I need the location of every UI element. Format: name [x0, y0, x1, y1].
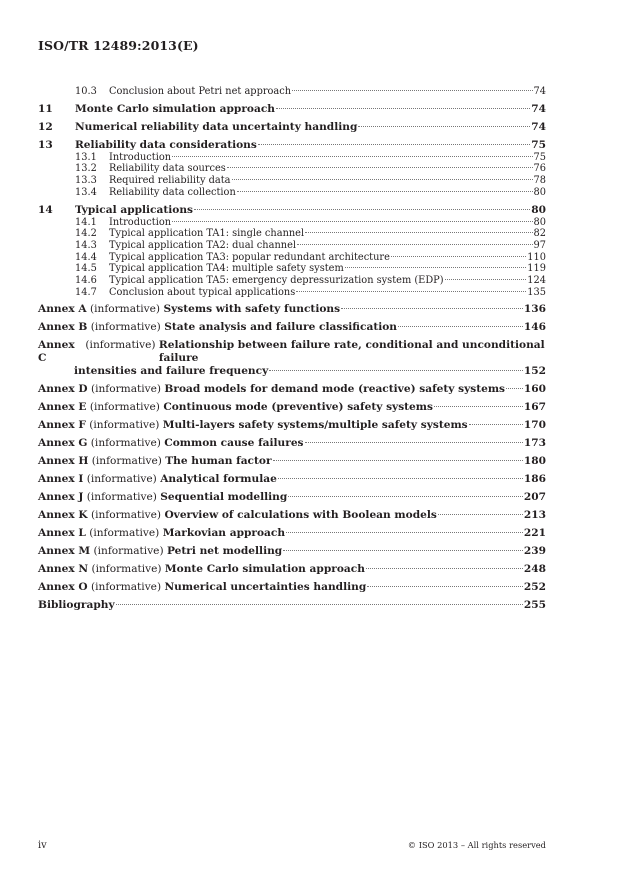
dot-leader [434, 406, 523, 407]
toc-entry-number: 13.1 [75, 151, 97, 163]
annex-page: 160 [523, 383, 546, 396]
toc-entry-14-7[interactable] [38, 287, 546, 299]
toc-annex-h[interactable] [38, 455, 546, 468]
toc-annex-l[interactable] [38, 527, 546, 540]
annex-type: (informative) [93, 545, 164, 558]
toc-entry-page: 76 [533, 163, 546, 175]
dot-leader [227, 167, 533, 168]
dot-leader [391, 256, 526, 257]
annex-label: Annex M [38, 545, 91, 558]
toc-annex-f[interactable] [38, 419, 546, 432]
toc-section-11[interactable] [38, 103, 546, 116]
annex-type: (informative) [91, 563, 162, 576]
dot-leader [305, 232, 532, 233]
toc-section-number: 11 [38, 102, 53, 115]
toc-section-title: Monte Carlo simulation approach [75, 102, 275, 115]
dot-leader [237, 191, 533, 192]
annex-page: 152 [523, 365, 546, 378]
dot-leader [398, 326, 523, 327]
annex-type: (informative) [91, 455, 162, 468]
annex-page: 180 [523, 455, 546, 468]
annex-label: Annex O [38, 581, 88, 594]
toc-entry-14-1[interactable] [38, 217, 546, 229]
dot-leader [258, 144, 530, 145]
annex-label: Annex C [38, 339, 75, 365]
toc-entry-title: Typical application TA3: popular redundant architecture [109, 251, 390, 263]
annex-label: Annex L [38, 527, 86, 540]
toc-section-title: Numerical reliability data uncertainty handling [75, 120, 358, 133]
toc-annex-m[interactable] [38, 545, 546, 558]
dot-leader [172, 221, 532, 222]
dot-leader [283, 550, 523, 551]
annex-title: Monte Carlo simulation approach [164, 563, 365, 576]
annex-type: (informative) [89, 401, 160, 414]
annex-label: Annex G [38, 437, 88, 450]
toc-entry-title: Conclusion about Petri net approach [109, 86, 292, 97]
dot-leader [296, 291, 526, 292]
toc-entry-number: 13.4 [75, 186, 97, 198]
dot-leader [345, 267, 527, 268]
annex-label: Annex B [38, 321, 88, 334]
toc-entry-title: Typical application TA5: emergency depressurization system (EDP) [109, 275, 444, 287]
toc-entry-title: Introduction [109, 151, 172, 163]
toc-annex-c[interactable] [38, 339, 546, 378]
toc-entry-page: 110 [527, 251, 546, 263]
annex-page: 239 [523, 545, 546, 558]
toc-entry-number: 14.7 [75, 286, 97, 298]
annex-title: Systems with safety functions [163, 303, 341, 316]
toc-entry-number: 14.3 [75, 239, 97, 251]
toc-entry-13-2[interactable] [38, 163, 546, 175]
annex-title: Common cause failures [164, 437, 304, 450]
toc-entry-number: 14.6 [75, 275, 97, 287]
annex-label: Annex A [38, 303, 87, 316]
toc-entry-page: 82 [533, 228, 546, 240]
toc-bibliography[interactable] [38, 599, 546, 612]
annex-title: Relationship between failure rate, conditional and unconditional failure [158, 339, 545, 365]
toc-section-page: 75 [531, 138, 546, 151]
toc-entry-title: Reliability data collection [109, 186, 236, 198]
toc-entry-number: 10.3 [75, 86, 97, 97]
annex-page: 173 [523, 437, 546, 450]
toc-entry-title: Typical application TA1: single channel [109, 228, 305, 240]
annex-title: Numerical uncertainties handling [164, 581, 367, 594]
annex-type: (informative) [85, 339, 156, 352]
toc-entry-title: Introduction [109, 216, 172, 228]
annex-page: 213 [523, 509, 546, 522]
dot-leader [341, 308, 523, 309]
toc-entry-page: 75 [533, 151, 546, 163]
toc-entry-number: 14.2 [75, 228, 97, 240]
annex-title: Broad models for demand mode (reactive) safety systems [164, 383, 506, 396]
dot-leader [269, 370, 523, 371]
toc-entry-14-4[interactable] [38, 252, 546, 264]
annex-label: Annex K [38, 509, 88, 522]
dot-leader [273, 460, 523, 461]
toc-entry-title: Reliability data sources [109, 163, 226, 175]
toc-entry-page: 124 [527, 275, 546, 287]
toc-entry-14-6[interactable] [38, 275, 546, 287]
annex-label: Annex D [38, 383, 88, 396]
annex-page: 146 [523, 321, 546, 334]
toc-entry-10-3[interactable] [38, 86, 546, 98]
annex-label: Annex H [38, 455, 89, 468]
annex-title-continued: intensities and failure frequency [74, 365, 269, 378]
annex-page: 221 [523, 527, 546, 540]
bibliography-title: Bibliography [38, 599, 115, 612]
dot-leader [366, 568, 523, 569]
toc-annex-o[interactable] [38, 581, 546, 594]
dot-leader [278, 478, 523, 479]
toc-section-title: Typical applications [75, 203, 194, 216]
toc-section-title: Reliability data considerations [75, 138, 257, 151]
annex-type: (informative) [90, 321, 161, 334]
toc-annex-g[interactable] [38, 437, 546, 450]
toc-entry-number: 13.3 [75, 175, 97, 187]
dot-leader [305, 442, 523, 443]
toc-annex-e[interactable] [38, 401, 546, 414]
dot-leader [506, 388, 523, 389]
annex-type: (informative) [89, 303, 161, 316]
table-of-contents [38, 86, 546, 612]
dot-leader [297, 244, 533, 245]
annex-type: (informative) [89, 419, 160, 432]
toc-entry-page: 119 [527, 263, 546, 275]
toc-entry-number: 14.5 [75, 263, 97, 275]
annex-title: Multi-layers safety systems/multiple safety systems [162, 419, 468, 432]
annex-title: The human factor [165, 455, 272, 468]
dot-leader [116, 604, 523, 605]
toc-entry-page: 78 [533, 175, 546, 187]
annex-page: 136 [523, 303, 546, 316]
toc-annex-b[interactable] [38, 321, 546, 334]
toc-section-14[interactable] [38, 204, 546, 217]
dot-leader [232, 179, 533, 180]
dot-leader [276, 108, 530, 109]
footer-page-number: iv [38, 840, 47, 851]
annex-title: Markovian approach [162, 527, 286, 540]
dot-leader [367, 586, 523, 587]
footer-copyright: © ISO 2013 – All rights reserved [407, 840, 546, 850]
toc-entry-title: Typical application TA2: dual channel [109, 239, 296, 251]
toc-annex-k[interactable] [38, 509, 546, 522]
annex-title: Petri net modelling [166, 545, 283, 558]
annex-page: 186 [523, 473, 546, 486]
annex-type: (informative) [86, 473, 157, 486]
annex-type: (informative) [89, 527, 160, 540]
toc-section-page: 80 [531, 203, 546, 216]
annex-label: Annex N [38, 563, 89, 576]
dot-leader [286, 532, 523, 533]
toc-entry-page: 80 [533, 216, 546, 228]
annex-page: 167 [523, 401, 546, 414]
toc-entry-number: 13.2 [75, 163, 97, 175]
annex-type: (informative) [90, 383, 162, 396]
toc-annex-j[interactable] [38, 491, 546, 504]
toc-entry-14-2[interactable] [38, 228, 546, 240]
toc-section-page: 74 [531, 120, 546, 133]
toc-section-number: 12 [38, 120, 53, 133]
toc-annex-a[interactable] [38, 303, 546, 316]
toc-entry-14-5[interactable] [38, 263, 546, 275]
dot-leader [469, 424, 523, 425]
annex-page: 170 [523, 419, 546, 432]
dot-leader [438, 514, 523, 515]
annex-label: Annex F [38, 419, 86, 432]
annex-title: Sequential modelling [160, 491, 288, 504]
annex-title: Continuous mode (preventive) safety systems [163, 401, 433, 414]
toc-entry-13-4[interactable] [38, 187, 546, 199]
annex-label: Annex J [38, 491, 84, 504]
toc-entry-13-1[interactable] [38, 152, 546, 164]
toc-section-number: 13 [38, 138, 53, 151]
annex-type: (informative) [90, 437, 161, 450]
document-header: ISO/TR 12489:2013(E) [38, 38, 199, 53]
toc-section-number: 14 [38, 203, 53, 216]
toc-section-13[interactable] [38, 139, 546, 152]
toc-annex-d[interactable] [38, 383, 546, 396]
toc-entry-page: 135 [527, 286, 546, 298]
toc-entry-title: Conclusion about typical applications [109, 286, 296, 298]
annex-label: Annex I [38, 473, 84, 486]
annex-title: Analytical formulae [160, 473, 277, 486]
toc-entry-page: 74 [533, 86, 546, 97]
toc-entry-title: Required reliability data [109, 175, 231, 187]
dot-leader [292, 90, 532, 91]
dot-leader [445, 279, 527, 280]
dot-leader [288, 496, 523, 497]
annex-type: (informative) [90, 509, 162, 522]
annex-title: State analysis and failure classification [164, 321, 398, 334]
dot-leader [358, 126, 530, 127]
dot-leader [194, 209, 530, 210]
annex-page: 207 [523, 491, 546, 504]
annex-page: 248 [523, 563, 546, 576]
annex-label: Annex E [38, 401, 87, 414]
toc-entry-number: 14.1 [75, 216, 97, 228]
toc-annex-n[interactable] [38, 563, 546, 576]
annex-type: (informative) [86, 491, 157, 504]
toc-entry-page: 97 [533, 239, 546, 251]
toc-entry-13-3[interactable] [38, 175, 546, 187]
toc-section-page: 74 [531, 102, 546, 115]
toc-annex-i[interactable] [38, 473, 546, 486]
bibliography-page: 255 [523, 599, 546, 612]
annex-page: 252 [523, 581, 546, 594]
toc-section-12[interactable] [38, 121, 546, 134]
toc-entry-page: 80 [533, 186, 546, 198]
toc-entry-title: Typical application TA4: multiple safety system [109, 263, 344, 275]
annex-title: Overview of calculations with Boolean models [164, 509, 437, 522]
toc-entry-number: 14.4 [75, 251, 97, 263]
dot-leader [172, 156, 532, 157]
annex-type: (informative) [90, 581, 162, 594]
toc-entry-14-3[interactable] [38, 240, 546, 252]
